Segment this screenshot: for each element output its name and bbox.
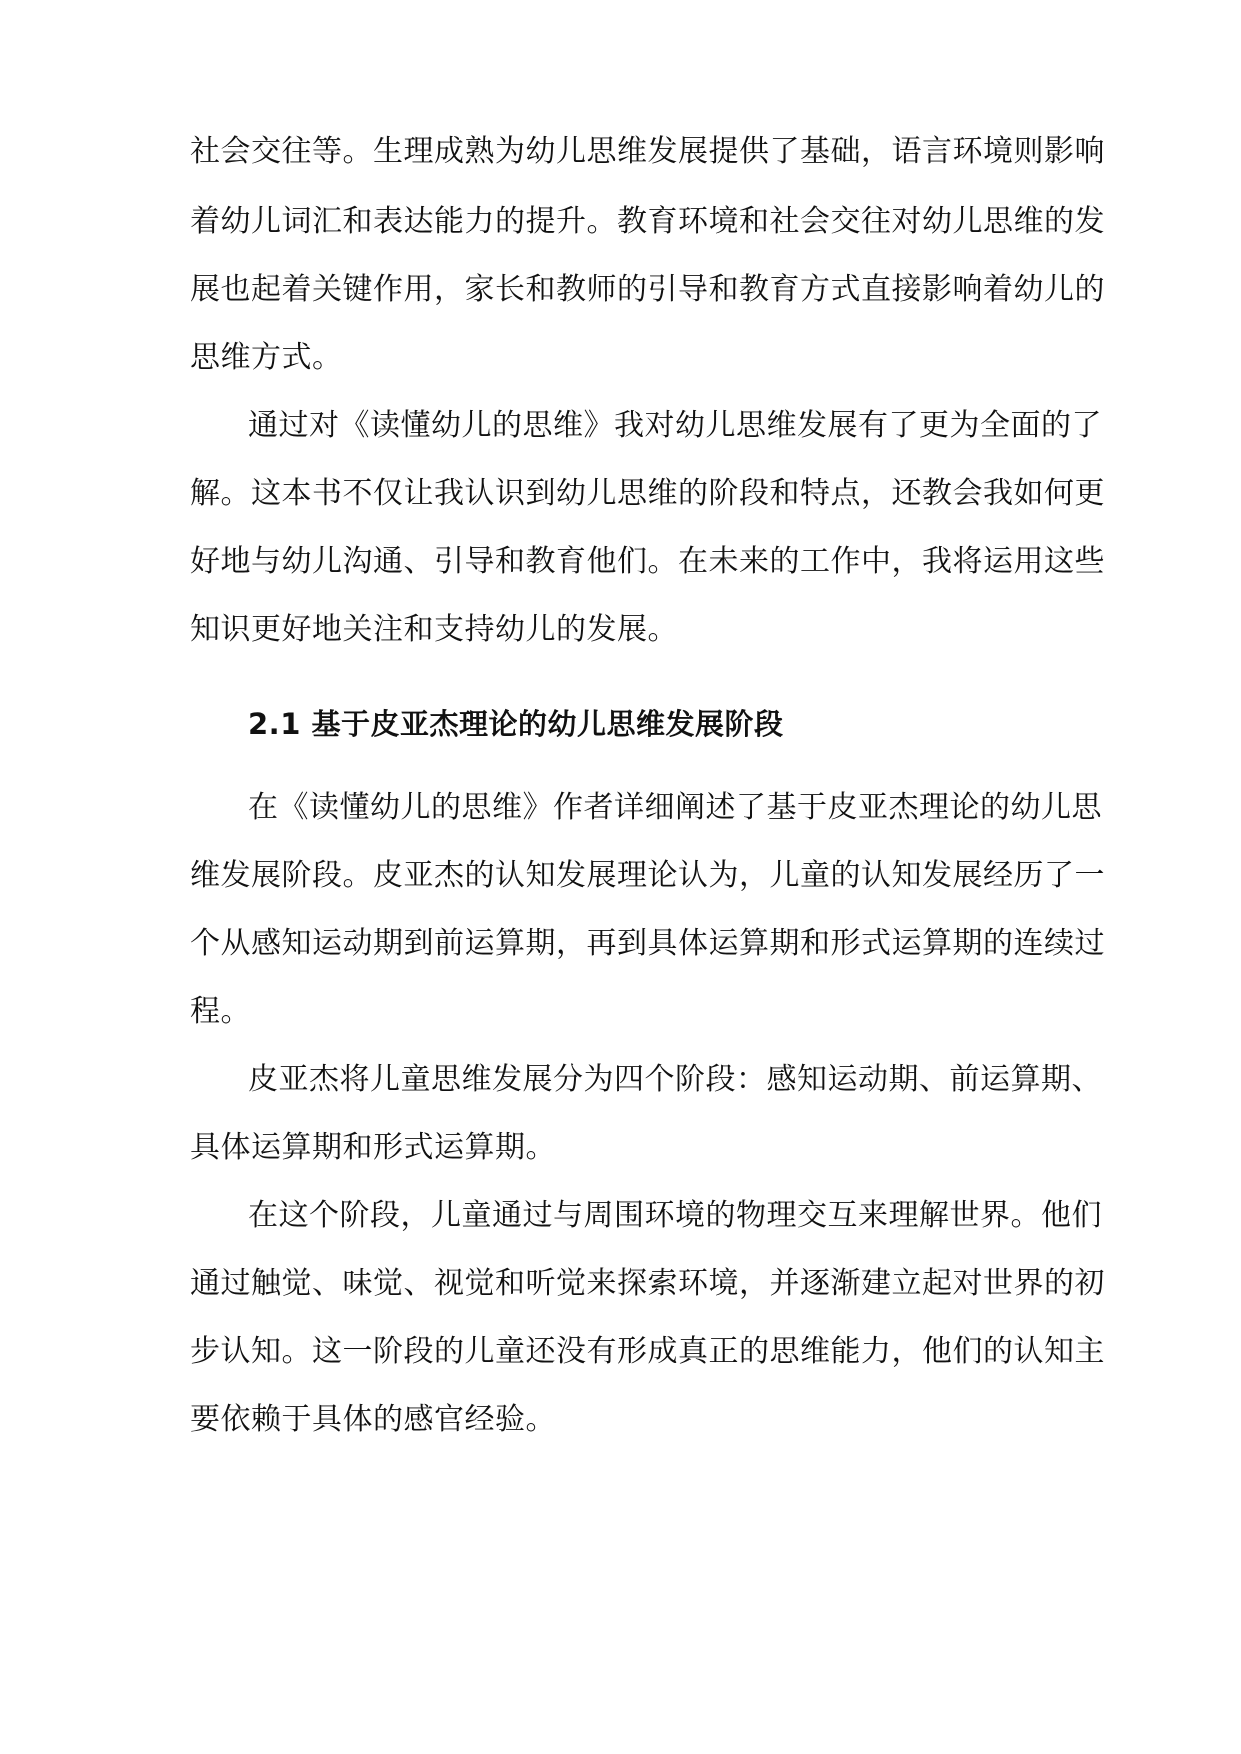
paragraph-2-line-3: 好地与幼儿沟通、引导和教育他们。在未来的工作中，我将运用这些 (190, 544, 1105, 579)
paragraph-3-line-2: 维发展阶段。皮亚杰的认知发展理论认为，儿童的认知发展经历了一 (190, 858, 1105, 893)
paragraph-5-line-1: 在这个阶段，儿童通过与周围环境的物理交互来理解世界。他们 (248, 1198, 1102, 1233)
paragraph-2-line-2: 解。这本书不仅让我认识到幼儿思维的阶段和特点，还教会我如何更 (190, 476, 1105, 511)
paragraph-2-line-1: 通过对《读懂幼儿的思维》我对幼儿思维发展有了更为全面的了 (248, 408, 1102, 443)
paragraph-2-line-4: 知识更好地关注和支持幼儿的发展。 (190, 612, 678, 647)
section-heading: 2.1 基于皮亚杰理论的幼儿思维发展阶段 (248, 707, 784, 741)
paragraph-5-line-3: 步认知。这一阶段的儿童还没有形成真正的思维能力，他们的认知主 (190, 1334, 1105, 1369)
paragraph-1-line-4: 思维方式。 (190, 340, 343, 375)
paragraph-5-line-2: 通过触觉、味觉、视觉和听觉来探索环境，并逐渐建立起对世界的初 (190, 1266, 1105, 1301)
paragraph-1-line-1: 社会交往等。生理成熟为幼儿思维发展提供了基础，语言环境则影响 (190, 134, 1105, 169)
paragraph-4-line-2: 具体运算期和形式运算期。 (190, 1130, 556, 1165)
paragraph-3-line-1: 在《读懂幼儿的思维》作者详细阐述了基于皮亚杰理论的幼儿思 (248, 790, 1102, 825)
paragraph-3-line-4: 程。 (190, 994, 251, 1029)
paragraph-3-line-3: 个从感知运动期到前运算期，再到具体运算期和形式运算期的连续过 (190, 926, 1105, 961)
paragraph-5-line-4: 要依赖于具体的感官经验。 (190, 1402, 556, 1437)
paragraph-4-line-1: 皮亚杰将儿童思维发展分为四个阶段：感知运动期、前运算期、 (248, 1062, 1102, 1097)
paragraph-1-line-2: 着幼儿词汇和表达能力的提升。教育环境和社会交往对幼儿思维的发 (190, 204, 1105, 239)
paragraph-1-line-3: 展也起着关键作用，家长和教师的引导和教育方式直接影响着幼儿的 (190, 272, 1105, 307)
